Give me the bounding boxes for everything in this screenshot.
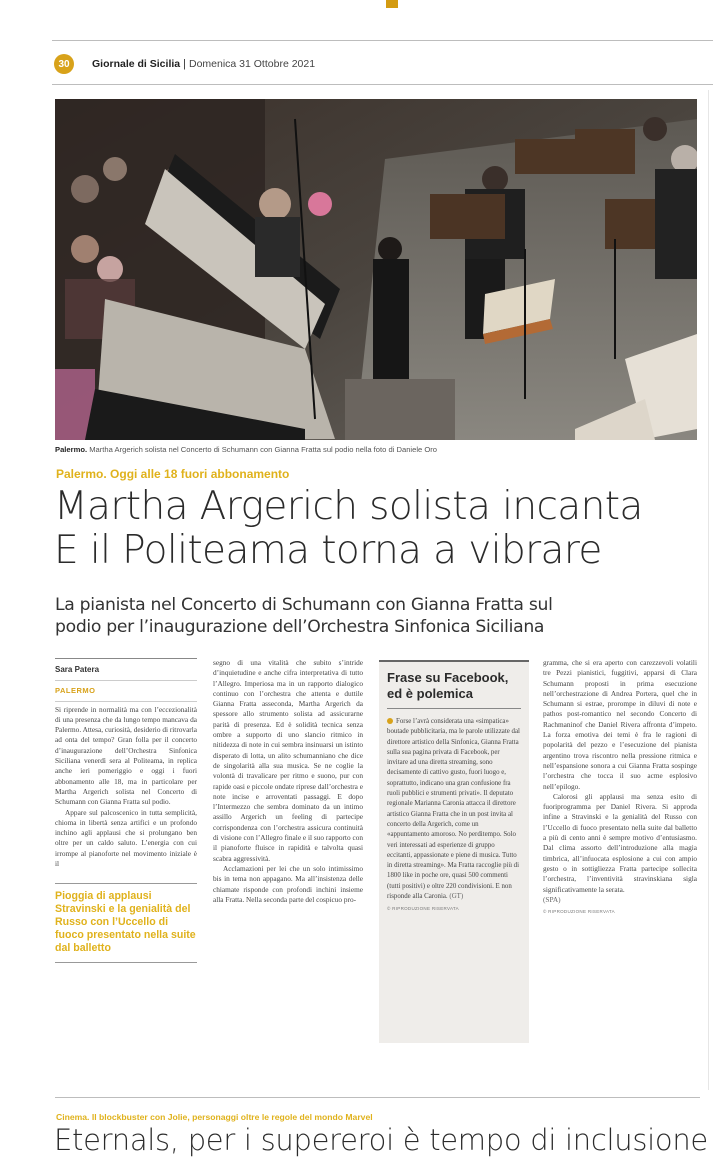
subhead-line-2: podio per l’inaugurazione dell’Orchestra Sinfonica Siciliana [55,617,545,637]
article-kicker: Palermo. Oggi alle 18 fuori abbonamento [56,467,290,481]
article-subhead [55,594,713,638]
sidebar-text: Forse l’avrà considerata una «simpatica» boutade pubblicitaria, ma le parole utilizzate dal direttore artistico della Sinfonica, Gianna Fratta sulla sua pagina privata di Facebook, per invitare ad una diretta streaming, sono decisamente di cattivo gusto, fuori luogo e, soprattutto, indicano una gran confusione fra ruoli pubblici e strumenti privati». Il deputato regionale Marianna Caronia attacca il direttore artistico Gianna Fratta che in un post invita al concerto della Argerich, come un «appuntamento amoroso. No perditempo. Solo veri interessati ad esperienze di gruppo eccitanti, appassionate e piene di musica. Tutto in diretta streaming». Ma Fratta raccoglie più di 1800 like in poche ore, quasi 500 commenti (tutti positivi) e oltre 220 condivisioni. E non risponde alla Caronia. [387,718,520,901]
header-separator: | [183,58,186,70]
article-column-4 [543,658,697,917]
bullet-dot-icon [387,718,393,724]
subhead-line-1: La pianista nel Concerto di Schumann con Gianna Fratta sul [55,595,553,615]
body-paragraph: Appare sul palcoscenico in tutta semplicità, chioma in libertà senza artifici e un profondo inchino agli applausi che si prolungano ben oltre per un caldo saluto. L’energia con cui irrompe al pianoforte nel movimento iniziale è il [55,807,197,869]
article-column-2 [213,658,363,905]
article-copyright: © RIPRODUZIONE RISERVATA [543,909,615,915]
page-edge [708,90,709,1090]
page-header [54,52,315,76]
byline: Sara Patera [55,658,197,681]
section-divider [55,1097,700,1098]
next-article-kicker: Cinema. Il blockbuster con Jolie, personaggi oltre le regole del mondo Marvel [56,1112,373,1122]
next-article-headline: Eternals, per i supereroi è tempo di inclusione [54,1123,708,1157]
dateline: PALERMO [55,681,197,701]
sidebar-box [379,660,529,1043]
pull-quote [55,883,197,963]
body-paragraph: Calorosi gli applausi ma senza esito di fuoriprogramma per Daniel Rivera. Si approda infine a Stravinski e la genialità del Russo con l’Uccello di fuoco presentato nella suite dal balletto a più di cento anni è sempre motivo d’entusiasmo. Dal clima assorto dell’introduzione alla magia timbrica, all’infuocata esplosione a cui con ampio gesto o in sottigliezza Fratta partecipe sollecita l’orchestra, l’inventività stravinskiana sigla significativamente la serata. [543,791,697,894]
body-paragraph: Si riprende in normalità ma con l’eccezionalità di una presenza che da lungo tempo mancava da Palermo. Attesa, curiosità, desiderio di ritrovarla ad onta del tempo? Gran folla per il concerto d’inaugurazione dell’Orchestra Sinfonica Siciliana venerdì sera al Politeama, in replica anche ieri pomeriggio e oggi i fuori abbonamento alle 18, ma in particolare per Martha Argerich solista nel Concerto di Schumann con Gianna Fratta sul podio. [55,704,197,807]
article-signature: (SPA) [543,894,561,904]
body-paragraph: Acclamazioni per lei che un solo intimissimo bis in tema non appagano. Ma all’insistenza delle chiamate risponde con profondi inchini insieme alla Fratta. Nella seconda parte del cospicuo pro- [213,863,363,904]
top-page-marker [386,0,398,8]
pull-quote-text: Stravinski e la genialità del Russo con l’Uccello di fuoco presentato nella suite dal balletto [55,903,196,954]
newspaper-name: Giornale di Sicilia [92,58,181,70]
sidebar-copyright: © RIPRODUZIONE RISERVATA [387,906,459,912]
pull-quote-title: Pioggia di applausi [55,890,152,903]
sidebar-signature: (GT) [449,893,464,901]
headline-line-1: Martha Argerich solista incanta [54,484,643,529]
article-headline [54,485,713,573]
concert-photo [55,99,697,440]
article-column-1 [55,658,197,963]
caption-text: Martha Argerich solista nel Concerto di Schumann con Gianna Fratta sul podio nella foto di Daniele Oro [87,445,438,454]
sidebar-top-rule [379,660,529,662]
header-top-rule [52,40,713,41]
caption-lead: Palermo. [55,445,88,454]
sidebar-body [387,717,521,915]
issue-date: Domenica 31 Ottobre 2021 [188,58,316,70]
body-paragraph: gramma, che si era aperto con carezzevoli volatili tre Pezzi pianistici, fuggitivi, apparsi di Clara Schumann proposti in prima esecuzione nell’orchestrazione di Andrea Portera, quel che in Schumann si estrae, prorompe in diluvi di note e pathos post-romantico nel secondo Concerto di Rachmaninof che Daniel Rivera affronta d’impeto. La forza emotiva dei temi è fra le ragioni di popolarità del pezzo e l’esecuzione del pianista argentino trova riscontro nella pressione ritmica e nell’espansione sonora a cui Gianna Fratta sospinge l’orchestra che tocca il suo acme esplosivo nell’epilogo. [543,658,697,791]
sidebar-title: Frase su Facebook, ed è polemica [387,670,521,709]
page-number-badge: 30 [54,54,74,74]
body-paragraph: segno di una vitalità che subito s’intride d’inquietudine e anche cifra interpretativa di tutto l’Allegro. Imperiosa ma in un rapporto dialogico continuo con l’orchestra che attenta e duttile Gianna Fratta asseconda, Martha Argerich da spessore allo strumento solista ad assicurarne parità di presenza. Ed è solidità tecnica senza ombre a supporto di uno slancio ritmico in nitidezza di note in cui sembra insinuarsi un istinto disperato di lotta, un alito schumanniano che dice de singolarità alla sua musica. Se ne coglie la volontà di travalicare per ritmo e suono, pur con rapide oasi e piccole ondate riprese dall’orchestra e note incise e arroventati passaggi. E dopo l’Intermezzo che sembra dominato da un intimo assillo Argerich un feeling di partecipe corrispondenza con l’orchestra assicura continuità di visione con l’Allegro finale e il suo rapporto con il pianoforte fluisce in rapidità e talvolta quasi scabra aggressività. [213,658,363,863]
concert-photo-image [55,99,697,440]
photo-caption [55,445,437,454]
header-bottom-rule [52,84,713,85]
headline-line-2: E il Politeama torna a vibrare [54,528,602,573]
